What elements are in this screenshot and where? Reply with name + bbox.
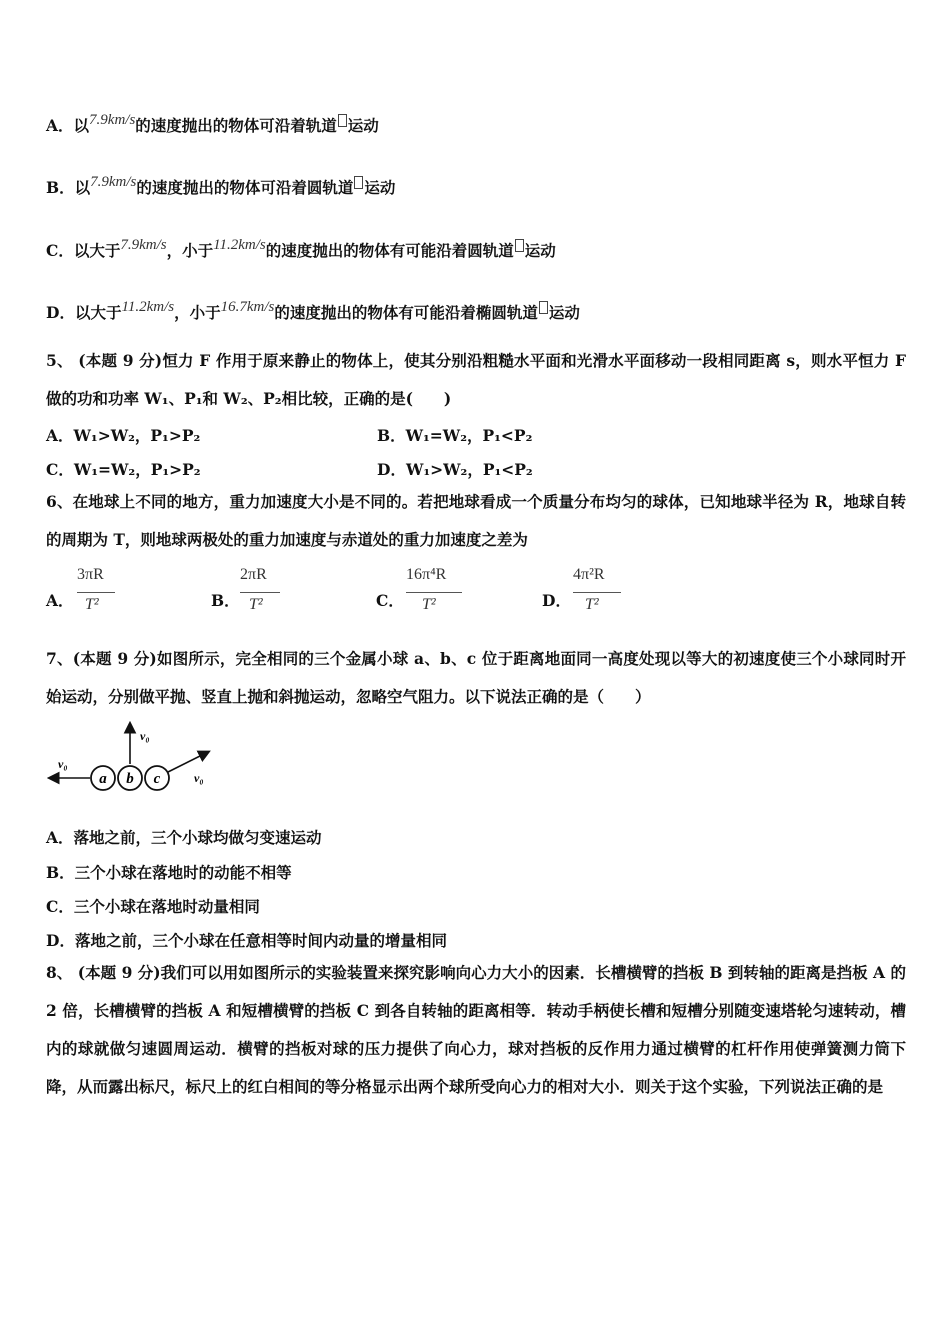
arrow-diagonal-icon [168, 752, 208, 772]
three-balls-figure [44, 716, 224, 800]
speed-value: 7.9km/s [89, 112, 136, 128]
q7-stem: 7、(本题 9 分)如图所示，完全相同的三个金属小球 a、b、c 位于距离地面同一高度处现以等大的初速度使三个小球同时开始运动，分别做平抛、竖直上抛和斜抛运动，忽略空气阻力。以下说法正确的是（ ） [46, 649, 906, 706]
missing-glyph-icon [354, 176, 363, 189]
q7-option-a: A．落地之前，三个小球均做匀变速运动 [46, 828, 322, 847]
speed-value-1: 11.2km/s [121, 299, 175, 315]
speed-value-2: 11.2km/s [213, 237, 266, 253]
svg-text:c: c [153, 771, 161, 787]
svg-text:v₀: v₀ [58, 757, 68, 771]
q5-option-b: B．W₁=W₂，P₁<P₂ [377, 426, 533, 445]
q7-option-c: C．三个小球在落地时动量相同 [46, 897, 260, 916]
q7-option-d: D．落地之前，三个小球在任意相等时间内动量的增量相同 [46, 931, 447, 950]
q8-stem: 8、 (本题 9 分)我们可以用如图所示的实验装置来探究影响向心力大小的因素．长槽横臂的挡板 B 到转轴的距离是挡板 A 的 2 倍，长槽横臂的挡板 A 和短槽横臂的挡板 C 到各自转轴的距离相等．转动手柄使长槽和短槽分别随变速塔轮匀速转动，槽内的球就做匀速圆周运动．横臂的挡板对球的压力提供了向心力，球对挡板的反作用力通过横臂的杠杆作用使弹簧测力筒下降，从而露出标尺，标尺上的红白相间的等分格显示出两个球所受向心力的相对大小．则关于这个实验，下列说法正确的是 [46, 963, 906, 1096]
q5-option-c: C．W₁=W₂，P₁>P₂ [46, 460, 201, 479]
svg-text:v₀: v₀ [140, 729, 150, 743]
q4-option-c: C．以大于7.9km/s，小于11.2km/s的速度抛出的物体有可能沿着圆轨道 运动 [46, 237, 556, 260]
missing-glyph-icon [338, 114, 347, 127]
q5-option-a: A．W₁>W₂，P₁>P₂ [46, 426, 201, 445]
svg-text:b: b [126, 771, 134, 787]
missing-glyph-icon [539, 301, 548, 314]
q5-option-d: D．W₁>W₂，P₁<P₂ [377, 460, 533, 479]
missing-glyph-icon [515, 239, 524, 252]
q4-option-a: A．以7.9km/s的速度抛出的物体可沿着轨道 运动 [46, 112, 379, 135]
q5-stem: 5、 (本题 9 分)恒力 F 作用于原来静止的物体上，使其分别沿粗糙水平面和光滑水平面移动一段相同距离 s，则水平恒力 F 做的功和功率 W₁、P₁和 W₂、P₂相比较，正确的是( ) [46, 351, 906, 408]
speed-value: 7.9km/s [90, 174, 137, 190]
speed-value-1: 7.9km/s [120, 237, 167, 253]
q7-option-b: B．三个小球在落地时的动能不相等 [46, 863, 292, 882]
q4-option-b: B．以7.9km/s的速度抛出的物体可沿着圆轨道 运动 [46, 174, 396, 197]
speed-value-2: 16.7km/s [220, 299, 275, 315]
svg-text:v₀: v₀ [194, 771, 204, 785]
q4-option-d: D．以大于11.2km/s，小于16.7km/s的速度抛出的物体有可能沿着椭圆轨道 运动 [46, 299, 580, 322]
svg-text:a: a [99, 771, 107, 787]
q6-stem: 6、在地球上不同的地方，重力加速度大小是不同的。若把地球看成一个质量分布均匀的球体，已知地球半径为 R，地球自转的周期为 T，则地球两极处的重力加速度与赤道处的重力加速度之差为 [46, 492, 906, 549]
